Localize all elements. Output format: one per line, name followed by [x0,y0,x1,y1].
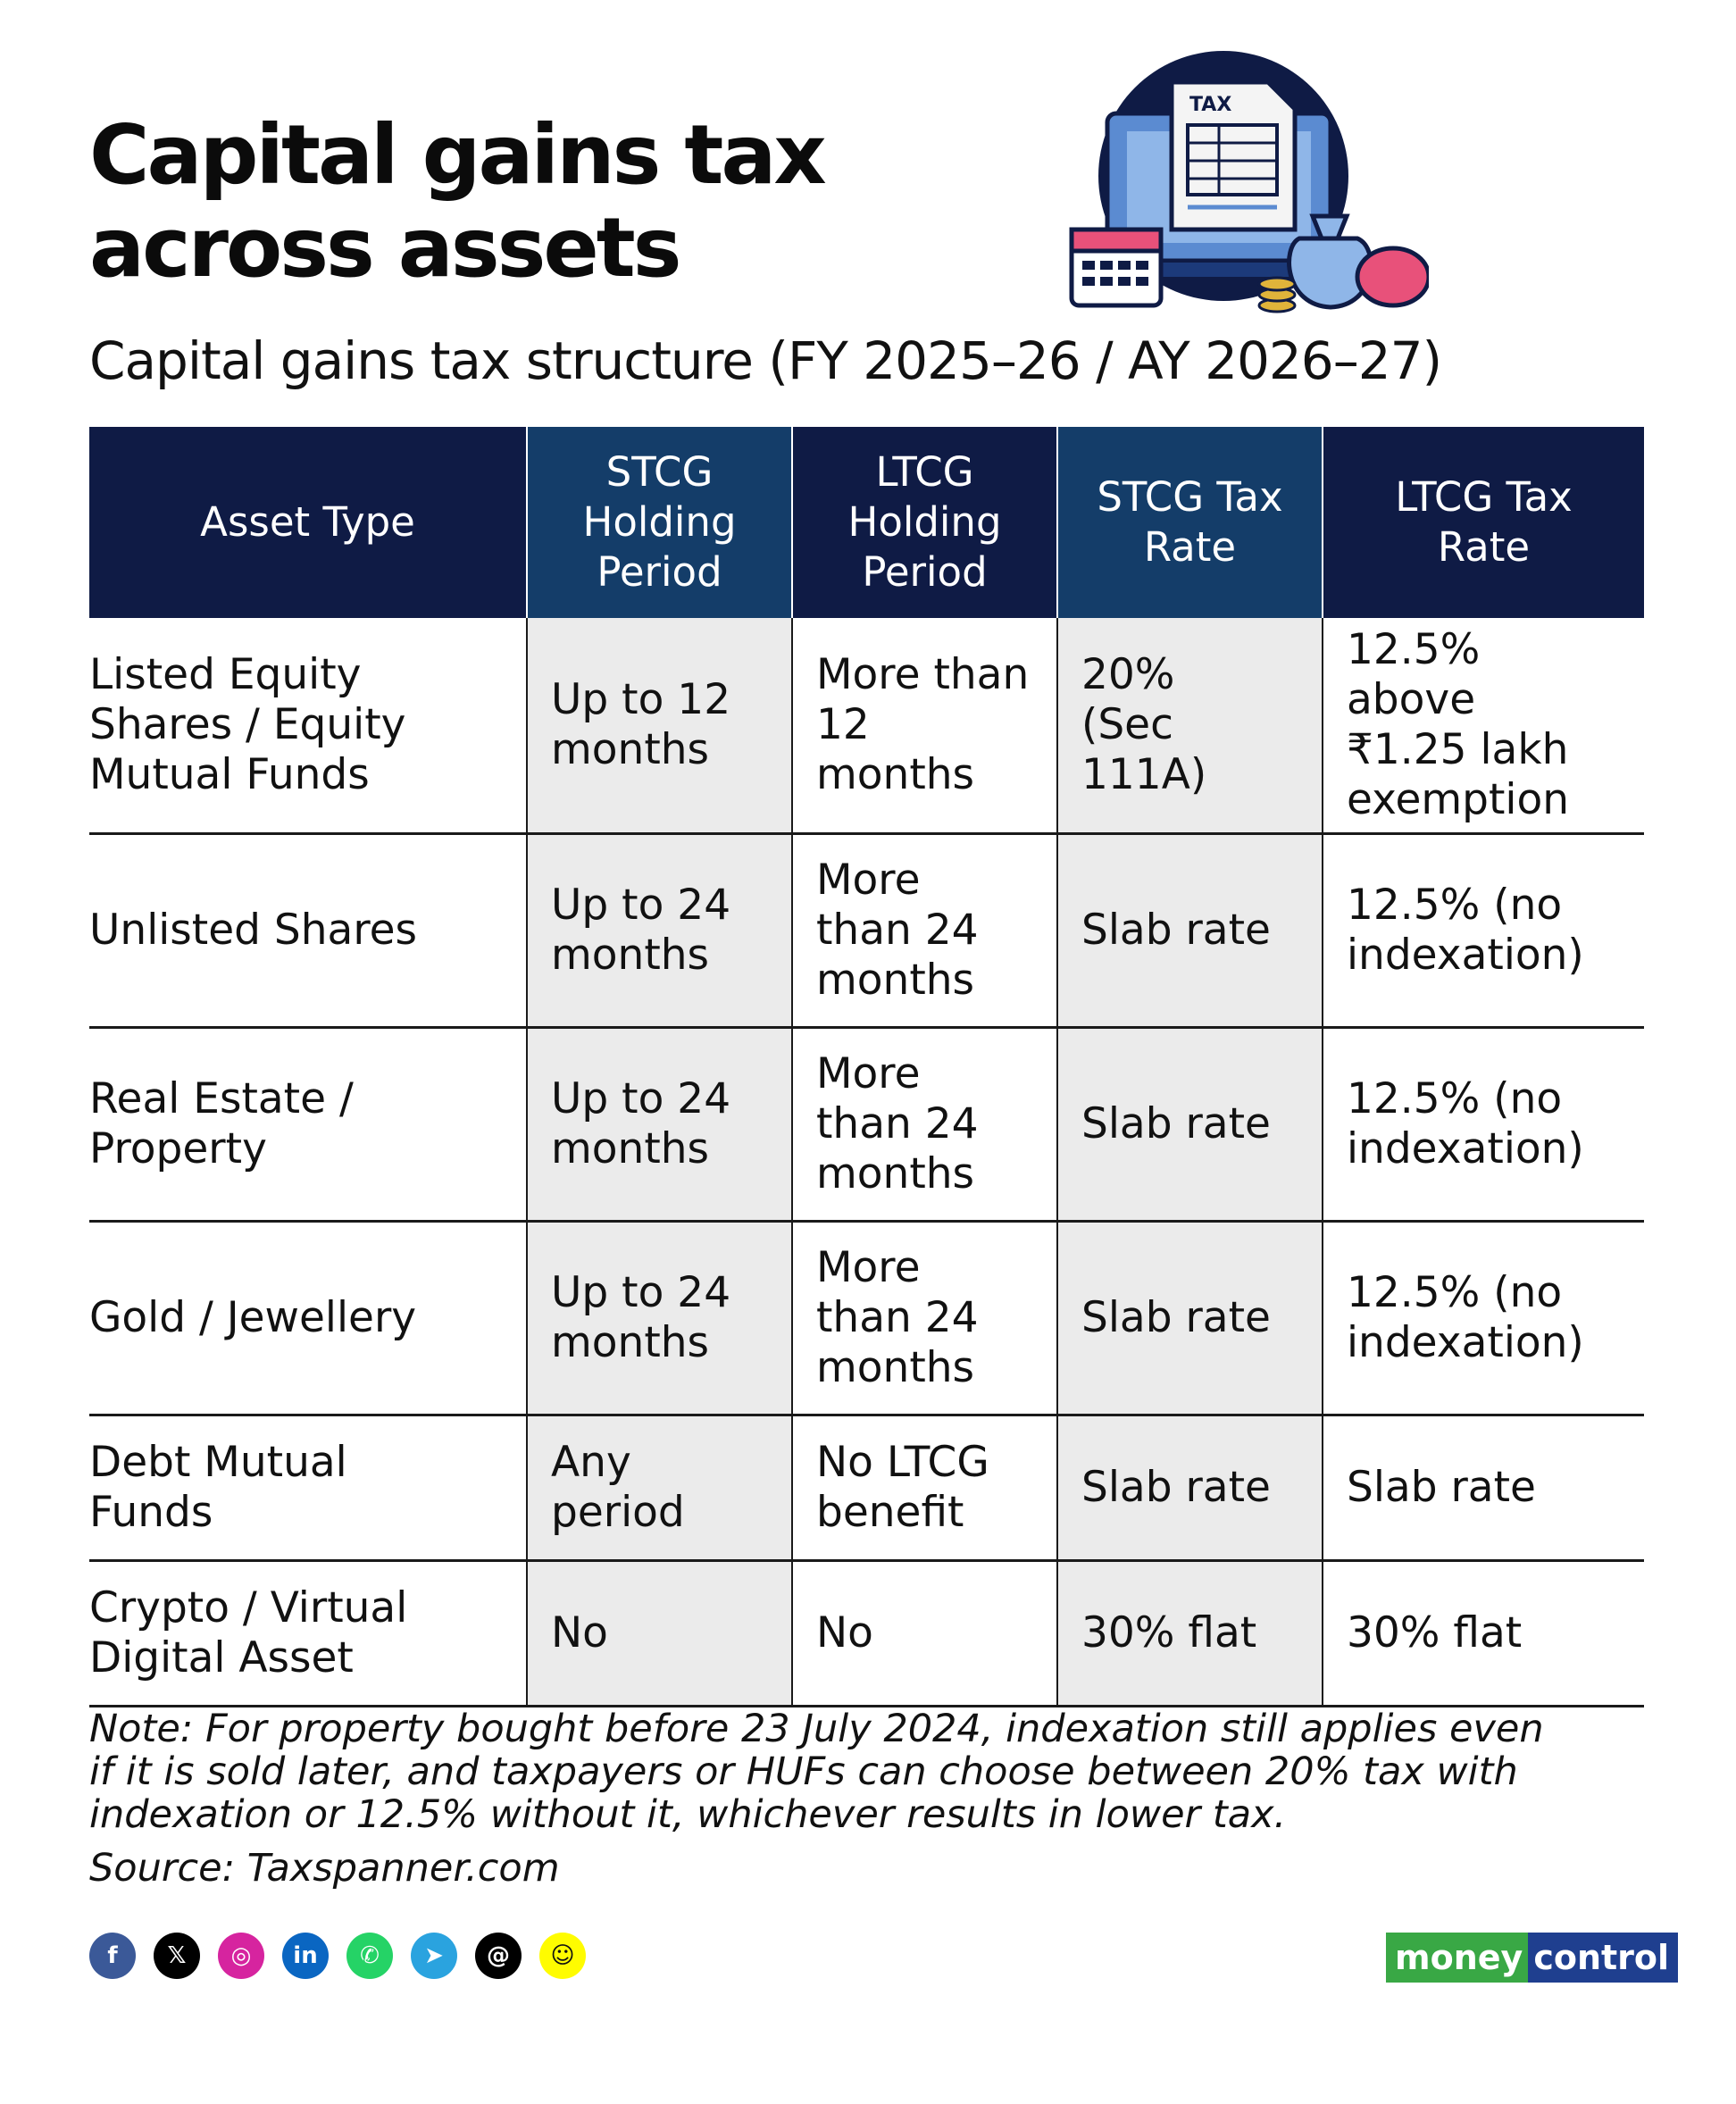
table-row [89,1028,1644,1222]
facebook-icon[interactable]: f [89,1933,136,1979]
cell-ltcg-rate: 12.5% (no indexation) [1323,834,1644,1028]
cell-stcg-rate: Slab rate [1057,1028,1323,1222]
cell-asset-type: Crypto / Virtual Digital Asset [89,1561,527,1707]
tax-label: TAX [1189,94,1232,116]
whatsapp-icon[interactable]: ✆ [346,1933,393,1979]
cell-ltcg-holding: More than 24 months [792,1028,1057,1222]
cell-asset-type: Real Estate / Property [89,1028,527,1222]
cell-stcg-holding: Up to 24 months [527,834,792,1028]
table-row [89,1222,1644,1415]
cell-ltcg-holding: No LTCG benefit [792,1415,1057,1561]
cell-stcg-holding: No [527,1561,792,1707]
table-header-row [89,427,1644,618]
tax-table [89,427,1644,1707]
cell-stcg-rate: 30% flat [1057,1561,1323,1707]
header-asset-type: Asset Type [89,427,527,618]
cell-ltcg-rate: 12.5% above ₹1.25 lakh exemption [1323,618,1644,834]
subtitle: Capital gains tax structure (FY 2025–26 / AY 2026–27) [89,330,1442,391]
telegram-icon[interactable]: ➤ [411,1933,457,1979]
table-row [89,1561,1644,1707]
cell-ltcg-rate: 12.5% (no indexation) [1323,1028,1644,1222]
linkedin-icon[interactable]: in [282,1933,329,1979]
cell-stcg-holding: Up to 24 months [527,1222,792,1415]
cell-ltcg-holding: More than 12 months [792,618,1057,834]
table-row [89,834,1644,1028]
cell-stcg-holding: Up to 24 months [527,1028,792,1222]
cell-stcg-rate: Slab rate [1057,1415,1323,1561]
logo-part-money: money [1386,1933,1528,1983]
cell-ltcg-rate: 12.5% (no indexation) [1323,1222,1644,1415]
cell-asset-type: Debt Mutual Funds [89,1415,527,1561]
header-stcg-holding-period: STCG Holding Period [527,427,792,618]
header-ltcg-holding-period: LTCG Holding Period [792,427,1057,618]
page-title [89,109,824,295]
tax-illustration [1063,46,1429,319]
table-row [89,1415,1644,1561]
cell-ltcg-holding: More than 24 months [792,834,1057,1028]
cell-asset-type: Unlisted Shares [89,834,527,1028]
title-line-2: across assets [89,200,680,296]
cell-ltcg-rate: Slab rate [1323,1415,1644,1561]
source-credit: Source: Taxspanner.com [89,1846,560,1891]
cell-stcg-rate: 20% (Sec 111A) [1057,618,1323,834]
footnote: Note: For property bought before 23 July 2024, indexation still applies even if it is sold later, and taxpayers or HUFs can choose between 20% tax with indexation or 12.5% without it, whichever results in lower tax. [89,1707,1544,1837]
cell-stcg-holding: Any period [527,1415,792,1561]
moneycontrol-logo[interactable] [1386,1933,1678,1983]
social-icons [89,1933,586,1979]
cell-stcg-rate: Slab rate [1057,834,1323,1028]
header-stcg-tax-rate: STCG Tax Rate [1057,427,1323,618]
cell-ltcg-rate: 30% flat [1323,1561,1644,1707]
logo-part-control: control [1528,1933,1678,1983]
snapchat-icon[interactable]: ☺ [539,1933,586,1979]
cell-asset-type: Listed Equity Shares / Equity Mutual Funds [89,618,527,834]
title-line-1: Capital gains tax [89,107,824,203]
cell-stcg-holding: Up to 12 months [527,618,792,834]
instagram-icon[interactable]: ◎ [218,1933,264,1979]
threads-icon[interactable]: @ [475,1933,522,1979]
cell-asset-type: Gold / Jewellery [89,1222,527,1415]
cell-ltcg-holding: More than 24 months [792,1222,1057,1415]
x-icon[interactable]: 𝕏 [154,1933,200,1979]
header-ltcg-tax-rate: LTCG Tax Rate [1323,427,1644,618]
cell-ltcg-holding: No [792,1561,1057,1707]
table-row [89,618,1644,834]
cell-stcg-rate: Slab rate [1057,1222,1323,1415]
